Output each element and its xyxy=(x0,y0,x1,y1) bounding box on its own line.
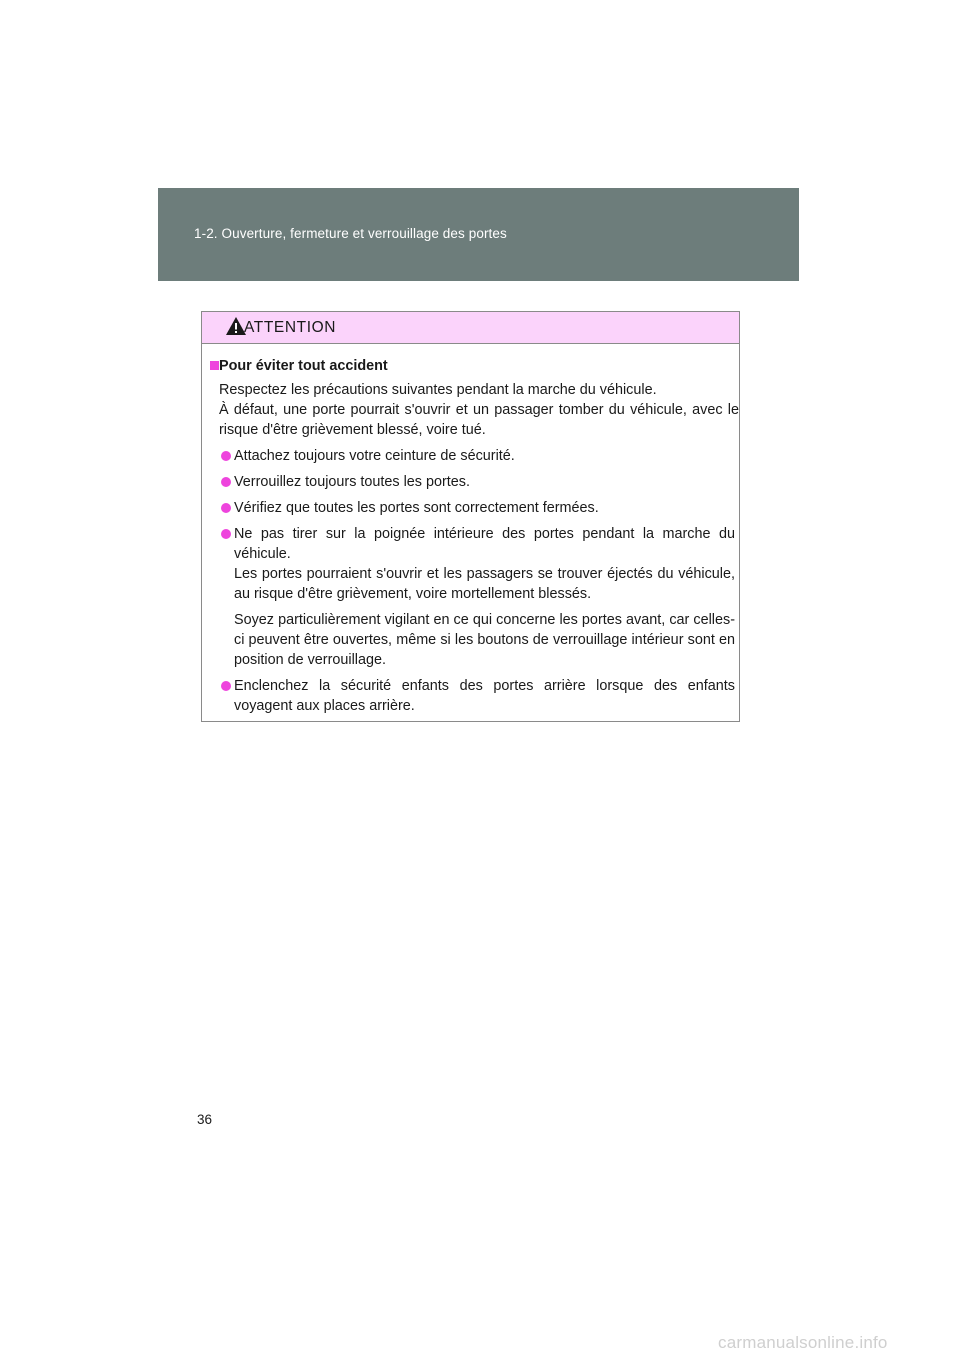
caution-title: ATTENTION xyxy=(244,319,337,336)
caution-intro xyxy=(202,380,739,440)
caution-item xyxy=(202,498,739,518)
caution-item-text: Ne pas tirer sur la poignée intérieure des portes pendant la marche du véhicule. xyxy=(234,526,735,562)
intro-line: À défaut, une porte pourrait s'ouvrir et un passager tomber du véhicule, avec le risque d'être grièvement blessé, voire tué. xyxy=(219,402,739,438)
caution-item-text: Enclenchez la sécurité enfants des portes arrière lorsque des enfants voyagent aux places arrière. xyxy=(234,678,735,714)
watermark: carmanualsonline.info xyxy=(718,1333,888,1352)
caution-item-text: Attachez toujours votre ceinture de sécurité. xyxy=(234,448,515,464)
square-bullet-icon xyxy=(210,361,219,370)
dot-bullet-icon xyxy=(221,451,231,461)
section-header-band xyxy=(158,188,799,281)
caution-item-text: Verrouillez toujours toutes les portes. xyxy=(234,474,470,490)
caution-body xyxy=(202,344,739,716)
caution-heading: Pour éviter tout accident xyxy=(219,358,388,374)
caution-item xyxy=(202,676,739,716)
intro-line: Respectez les précautions suivantes pendant la marche du véhicule. xyxy=(219,382,657,398)
page-number: 36 xyxy=(197,1112,213,1127)
caution-header xyxy=(202,312,739,344)
caution-item xyxy=(202,446,739,466)
caution-item-text: Les portes pourraient s'ouvrir et les passagers se trouver éjectés du véhicule, au risque d'être grièvement, voire mortellement blessés. xyxy=(234,566,735,602)
caution-item-text: Soyez particulièrement vigilant en ce qui concerne les portes avant, car celles-ci peuvent être ouvertes, même si les boutons de verrouillage intérieur sont en position de verrouillage. xyxy=(234,612,735,668)
caution-box xyxy=(201,311,740,722)
dot-bullet-icon xyxy=(221,477,231,487)
dot-bullet-icon xyxy=(221,503,231,513)
caution-item xyxy=(202,524,739,670)
caution-heading-row xyxy=(202,356,739,376)
caution-item xyxy=(202,472,739,492)
dot-bullet-icon xyxy=(221,529,231,539)
caution-item-text: Vérifiez que toutes les portes sont correctement fermées. xyxy=(234,500,599,516)
section-title: 1-2. Ouverture, fermeture et verrouillage des portes xyxy=(194,226,507,241)
dot-bullet-icon xyxy=(221,681,231,691)
